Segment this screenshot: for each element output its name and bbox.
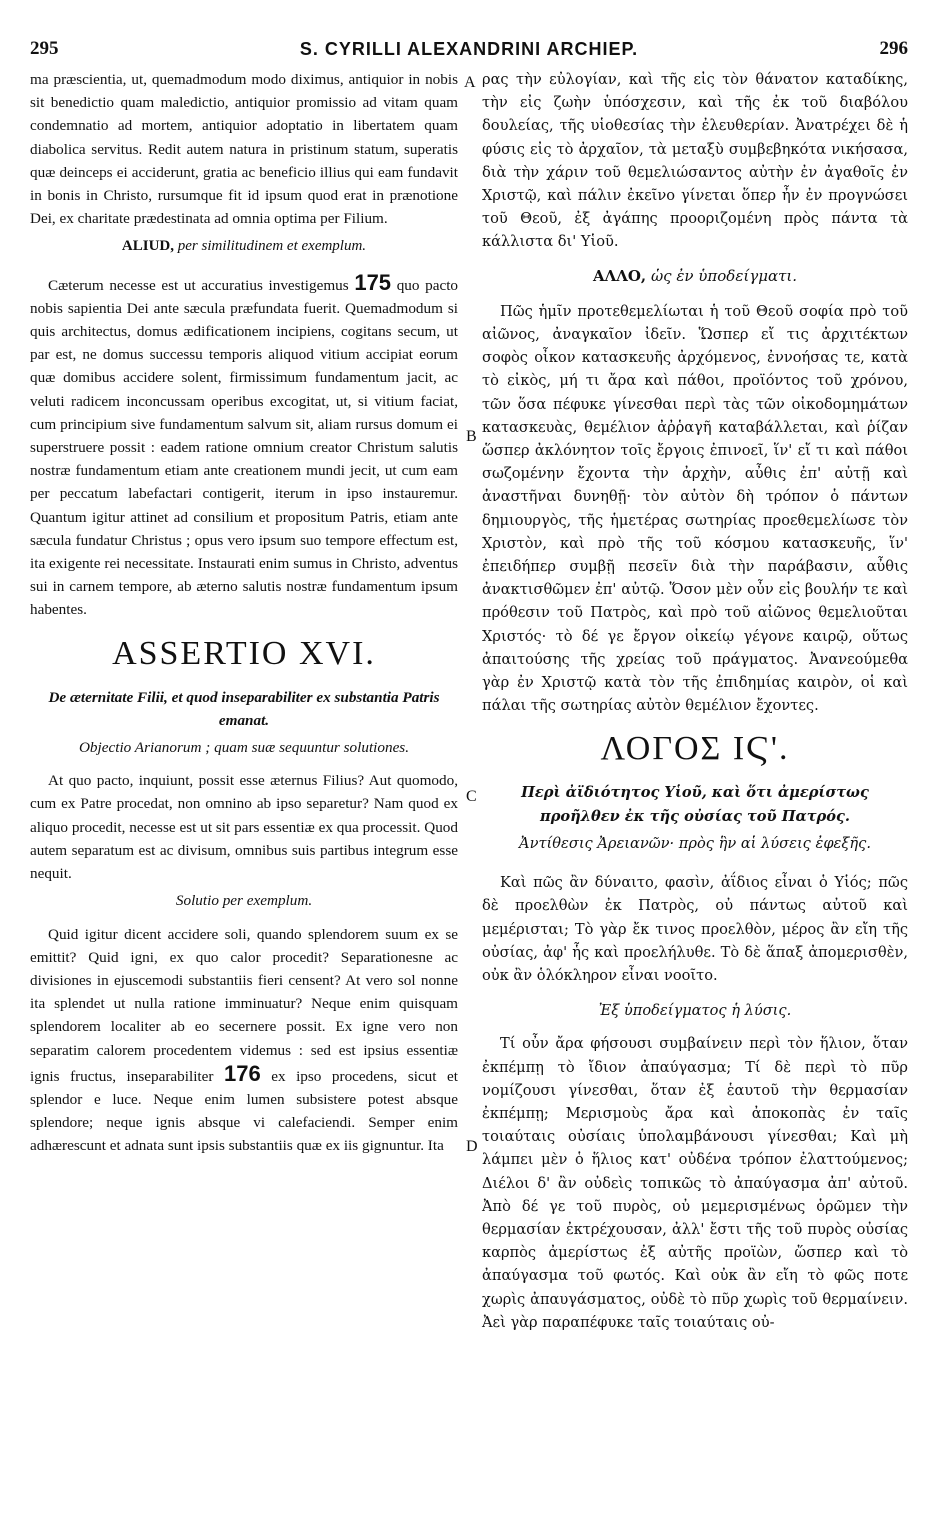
assertio-heading: ASSERTIO XVI. [112,634,376,672]
column-number-175: 175 [354,269,392,295]
greek-paragraph-4: Τί οὖν ἄρα φήσουσι συμβαίνειν περὶ τὸν ἥλιον, ὅταν ἐκπέμπῃ τὸ ἴδιον ἀπαύγασμα; Τί δὲ περὶ τὸ πῦρ νομίζουσι γίνεσθαι, ὅταν ἐξ ἑαυτοῦ τὴν θερμασίαν ἐκπέμπῃ; Μερισμοὺς ἄρα καὶ ἀποκοπὰς ἐν ταῖς τοιαύταις οὐσίαις ὑπολαμβάνουσι γίνεσθαι; Καὶ μὴ λάμπει μὲν ὁ ἥλιος κατ' οὐδένα τρόπον ἐλαττούμενος; Διέλοι δ' ἂν οὐδεὶς τοπικῶς τὸ ἀπαύγασμα ἀπ' αὐτοῦ. Ἀπὸ δέ γε τοῦ πυρὸς, οὐ μεμερισμένως ὁρῶμεν τὴν θερμασίαν ἐκτρέχουσαν, ἀλλ' ἔστι τῆς τοῦ πυρὸς οὐσίας καρπὸς ἀμερίστως ἐξ αὐτῆς προϊὼν, ὥσπερ καὶ τὸ ἀπαύγασμα τοῦ φωτός. Καὶ οὐκ ἂν εἴη τὸ φῶς ποτε χωρὶς ἀπαυγάσματος, οὐδὲ τὸ πῦρ χωρὶς τοῦ θερμαίνειν. Ἀεὶ γὰρ παραπέφυκε ταῖς τοιαύταις οὐ- [482,1035,908,1331]
margin-label-c: C [466,788,477,805]
left-page-number: 295 [30,38,59,59]
margin-label-b: B [466,428,477,445]
latin-aliud-italic: per similitudinem et exemplum. [177,238,367,255]
column-number-176: 176 [223,1060,261,1086]
greek-objectio-heading: Ἀντίθεσις Ἀρειανῶν· πρὸς ἣν αἱ λύσεις ἐφεξῆς. [519,834,871,852]
greek-paragraph-3: Καὶ πῶς ἂν δύναιτο, φασὶν, ἀΐδιος εἶναι ὁ Υἱός; πῶς δὲ προελθὼν ἐκ Πατρὸς, οὐ πάντως αὐτοῦ καὶ μεμέρισται; Τὸ γὰρ ἔκ τινος προελθὸν, μέρος ἂν εἴη τῆς οὐσίας, ἀφ' ἧς καὶ προελήλυθε. Τὸ δὲ ἅπαξ ἀπομερισθὲν, οὐκ ἂν ὁλόκληρον εἶναι νοοῖτο. [482,874,908,984]
margin-label-d: D [466,1138,478,1155]
greek-solutio-heading: Ἐξ ὑποδείγματος ἡ λύσις. [598,1002,792,1020]
latin-solutio-heading: Solutio per exemplum. [175,892,313,910]
latin-objectio-heading: Objectio Arianorum ; quam suæ sequuntur solutiones. [78,739,410,757]
latin-column [30,68,458,1158]
latin-paragraph-1: ma præscientia, ut, quemadmodum modo diximus, antiquior in nobis sit benedictio quam maledictio, antiquior promissio ad vitam quam condemnatio ad mortem, antiquior adoptatio in libertatem quam diabolica servitus. Redit autem natura in pristinum statum, superatis quæ deinceps ei acciderunt, gratia ac beneficio illius qui eam fundavit in bonis in Christo, rursumque fit id ipsum quod erat in prænotione Dei, ex charitate prædestinata ad omnia optima per Filium. [30,71,458,228]
greek-logos-title: Περὶ ἀϊδιότητος Υἱοῦ, καὶ ὅτι ἀμερίστως προῆλθεν ἐκ τῆς οὐσίας τοῦ Πατρός. [521,784,869,825]
page-header [30,38,908,66]
greek-paragraph-1: ρας τὴν εὐλογίαν, καὶ τῆς εἰς τὸν θάνατον καταδίκης, τὴν εἰς ζωὴν ὑπόσχεσιν, καὶ τῆς ἐκ τοῦ διαβόλου δουλείας, τῆς υἱοθεσίας τὴν ἐλευθερίαν. Ἀνατρέχει δὲ ἡ φύσις εἰς τὸ ἀρχαῖον, τὰ μεταξὺ συμβεβηκότα νικήσασα, διὰ τὴν χάριν τοῦ θεμελιώσαντος αὐτὴν ἐν ἀγαθοῖς ἐν Χριστῷ, καὶ πάλιν ἐκεῖνο γίνεται ὅπερ ἦν ἐν προγνώσει τοῦ Θεοῦ, ἐξ ἀγάπης προοριζομένη πρὸς πάντα τὰ κάλλιστα δι' Υἱοῦ. [482,71,908,251]
latin-assertio-title: De æternitate Filii, et quod inseparabiliter ex substantia Patris emanat. [48,688,440,729]
greek-paragraph-2: Πῶς ἡμῖν προτεθεμελίωται ἡ τοῦ Θεοῦ σοφία πρὸ τοῦ αἰῶνος, ἀναγκαῖον ἰδεῖν. Ὥσπερ εἴ τις ἀρχιτέκτων σοφὸς οἶκον κατασκευῆς ἀρχόμενος, ἐννοήσας τε, κατὰ τὸ εἰκὸς, μή τι ἄρα καὶ πάθοι, προϊόντος τοῦ χρόνου, τῶν ὅσα πέφυκε γίνεσθαι περὶ τὰς τῶν οἰκοδομημάτων κατασκευὰς, θεμέλιον ἀῤῥαγῆ καταβάλλεται, καὶ ῥίζαν ὥσπερ ἀκλόνητον τοῖς ἔργοις ἐπινοεῖ, ἵν' εἴ τι καὶ πάθοι σωζομένην ἔχοντα τὴν ἀρχὴν, αὖθις ἐπ' αὐτῇ καὶ ἀναστῆναι δυνηθῇ· τὸν αὐτὸν δὴ τρόπον ὁ πάντων δημιουργὸς, τῆς ἡμετέρας σωτηρίας προεθεμελίωσε τὸν Χριστὸν, καὶ πρὸ τῆς τοῦ κόσμου κατασκευῆς, ἵν' ἐπειδήπερ συμβῇ πεσεῖν διὰ τὴν παράβασιν, αὖθις ἀνακτισθῶμεν ἐπ' αὐτῷ. Ὅσον μὲν οὖν εἰς βουλήν τε καὶ πρόθεσιν τοῦ Πατρὸς, καὶ πρὸ τοῦ αἰῶνος θεμελιοῦται Χριστός· τὸ δέ γε ἔργον οἰκείῳ γέγονε καιρῷ, οὕτως ἀπαιτούσης τῆς χρείας τοῦ πράγματος. Ἀνανεούμεθα γὰρ ἐν Χριστῷ κατὰ τὸν τῆς ἐπιδημίας καιρὸν, οἱ καὶ πάλαι τῆς σωτηρίας αὐτὸν θεμέλιον ἔχοντες. [482,302,908,715]
latin-paragraph-4-rest: ex ipso procedens, sicut et splendor e luce. Neque enim lumen subsistere potest absque splendore; neque ignis absque vi calefaciendi. Semper enim adhærescunt et adnata sunt ipsis substantiis quæ ex iis gignuntur. Ita [30,1067,458,1155]
latin-paragraph-3: At quo pacto, inquiunt, possit esse æternus Filius? Aut quomodo, cum ex Patre procedat, non omnino ab ipso separetur? Nam quod ex aliquo procedit, necesse est ut sit pars essentiæ ex qua processit. Quod autem separatum est ac divisum, omnibus suis partibus integrum esse nequit. [30,772,458,883]
logos-heading: ΛΟΓΟΣ ΙϚ'. [600,730,790,768]
latin-paragraph-2-start: Cæterum necesse est ut accuratius investigemus [48,276,349,294]
running-title: S. CYRILLI ALEXANDRINI ARCHIEP. [299,39,639,59]
latin-paragraph-2 [30,271,458,622]
greek-allo-caps: ΑΛΛΟ, [592,266,647,285]
greek-column [482,68,908,1334]
latin-aliud-caps: ALIUD, [121,238,175,255]
margin-label-a: A [464,74,476,91]
greek-allo-heading [482,265,908,288]
right-page-number: 296 [879,38,908,59]
latin-paragraph-4 [30,923,458,1158]
latin-aliud-heading [30,235,458,258]
latin-paragraph-2-rest: quo pacto nobis sapientia Dei ante sæcula præfundata fuerit. Quemadmodum si quis architectus, domus ædificationem incipiens, cogitans secum, ut par est, ne domus successu temporis aliquod vitium accipiat eorum quæ domibus accidere solent, firmissimum fundamentum jacit, ac veluti radicem inconcussam operibus excogitat, ut, si vitium faciat, cum principium sive fundamentum salvum sit, aliam rursus domum ei superstruere possit : eadem ratione omnium creator Christum salutis nostræ fundamentum etiam ante creationem mundi jecit, ut cum eam per peccatum labefactari contigerit, iterum in ipso instauremur. Quantum igitur attinet ad consilium et propositum Patris, etiam ante sæcula fundatur Christus ; opus vero ipsum suo tempore effectum est, ita exigente rei necessitate. Instaurati enim sumus in Christo, adventus sui in carnem tempore, ab æterno salutis nostræ fundamentum ipsum habentes. [30,276,459,619]
greek-allo-italic: ὡς ἐν ὑποδείγματι. [650,266,798,285]
latin-paragraph-4-start: Quid igitur dicent accidere soli, quando splendorem suum ex se emittit? Quid igni, ex quo calor procedit? Separationesne ac divisiones in ejuscemodi substantiis fieri censent? At vero sol nonne ita splendet ut nulla ratione imminuatur? Neque enim quisquam splendorem localiter ab eo secernere possit. Ex igne vero non separatim calorem procedentem videmus : sed est ipsius essentiæ ignis fructus, inseparabiliter [30,925,458,1085]
